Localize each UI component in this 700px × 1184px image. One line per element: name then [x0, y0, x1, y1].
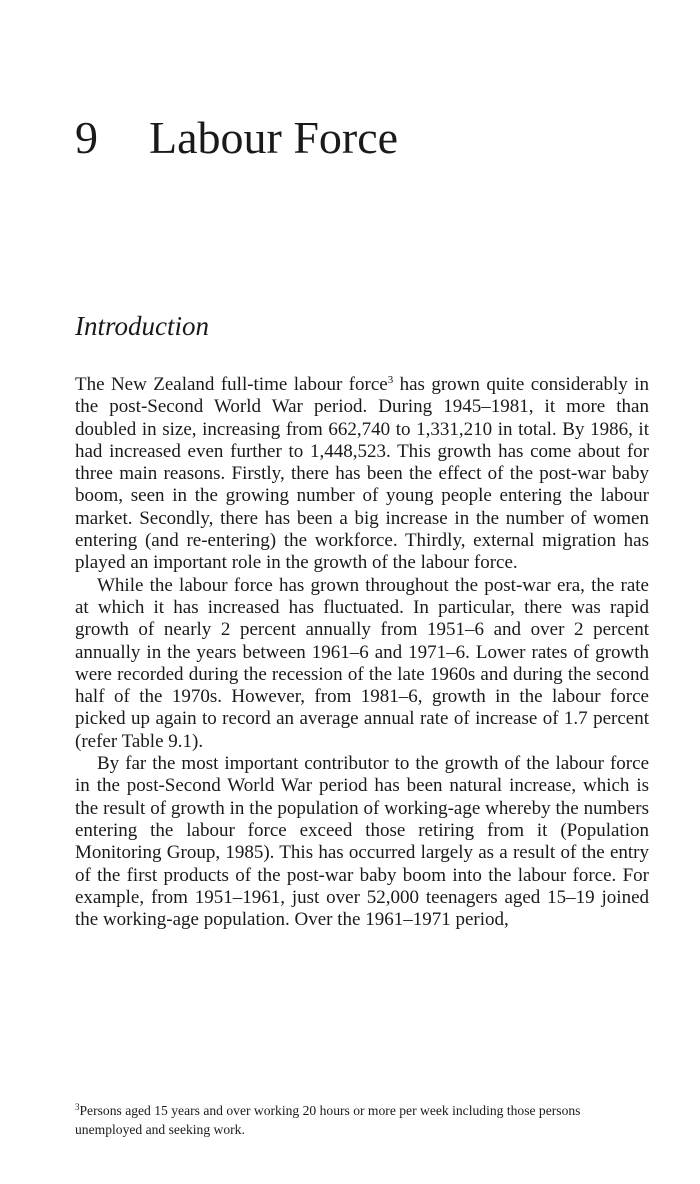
paragraph-3: By far the most important contributor to the growth of the labour force in the post-Second World War period has been natural increase, which is the result of growth in the population of working-age whereby the numbers entering the labour force exceed those retiring from it (Population Monitoring Group, 1985). This has occurred largely as a result of the entry of the first products of the post-war baby boom into the labour force. For example, from 1951–1961, just over 52,000 teenagers aged 15–19 joined the working-age population. Over the 1961–1971 period, — [75, 753, 649, 931]
chapter-heading — [75, 108, 398, 168]
footnote-reference[interactable]: 3 — [387, 374, 394, 386]
footnote-text: Persons aged 15 years and over working 20 hours or more per week including those persons unemployed and seeking work. — [75, 1103, 581, 1137]
body-text — [75, 374, 649, 931]
paragraph-1-rest: has grown quite considerably in the post-Second World War period. During 1945–1981, it more than doubled in size, increasing from 662,740 to 1,331,210 in total. By 1986, it had increased even further to 1,448,523. This growth has come about for three main reasons. Firstly, there has been the effect of the post-war baby boom, seen in the growing number of young people entering the labour market. Secondly, there has been a big increase in the number of women entering (and re-entering) the workforce. Thirdly, external migration has played an important role in the growth of the labour force. — [75, 374, 649, 574]
paragraph-2: While the labour force has grown throughout the post-war era, the rate at which it has increased has fluctuated. In particular, there was rapid growth of nearly 2 percent annually from 1951–6 and over 2 percent annually in the years between 1961–6 and 1971–6. Lower rates of growth were recorded during the recession of the late 1960s and during the second half of the 1970s. However, from 1981–6, growth in the labour force picked up again to record an average annual rate of increase of 1.7 percent (refer Table 9.1). — [75, 574, 649, 752]
footnote-mark: 3 — [75, 1102, 80, 1112]
chapter-title: Labour Force — [149, 112, 399, 163]
chapter-number: 9 — [75, 112, 98, 163]
footnote — [75, 1101, 649, 1139]
section-heading: Introduction — [75, 311, 209, 341]
paragraph-1-start: The New Zealand full-time labour force — [75, 374, 388, 395]
paragraph-1 — [75, 374, 649, 575]
